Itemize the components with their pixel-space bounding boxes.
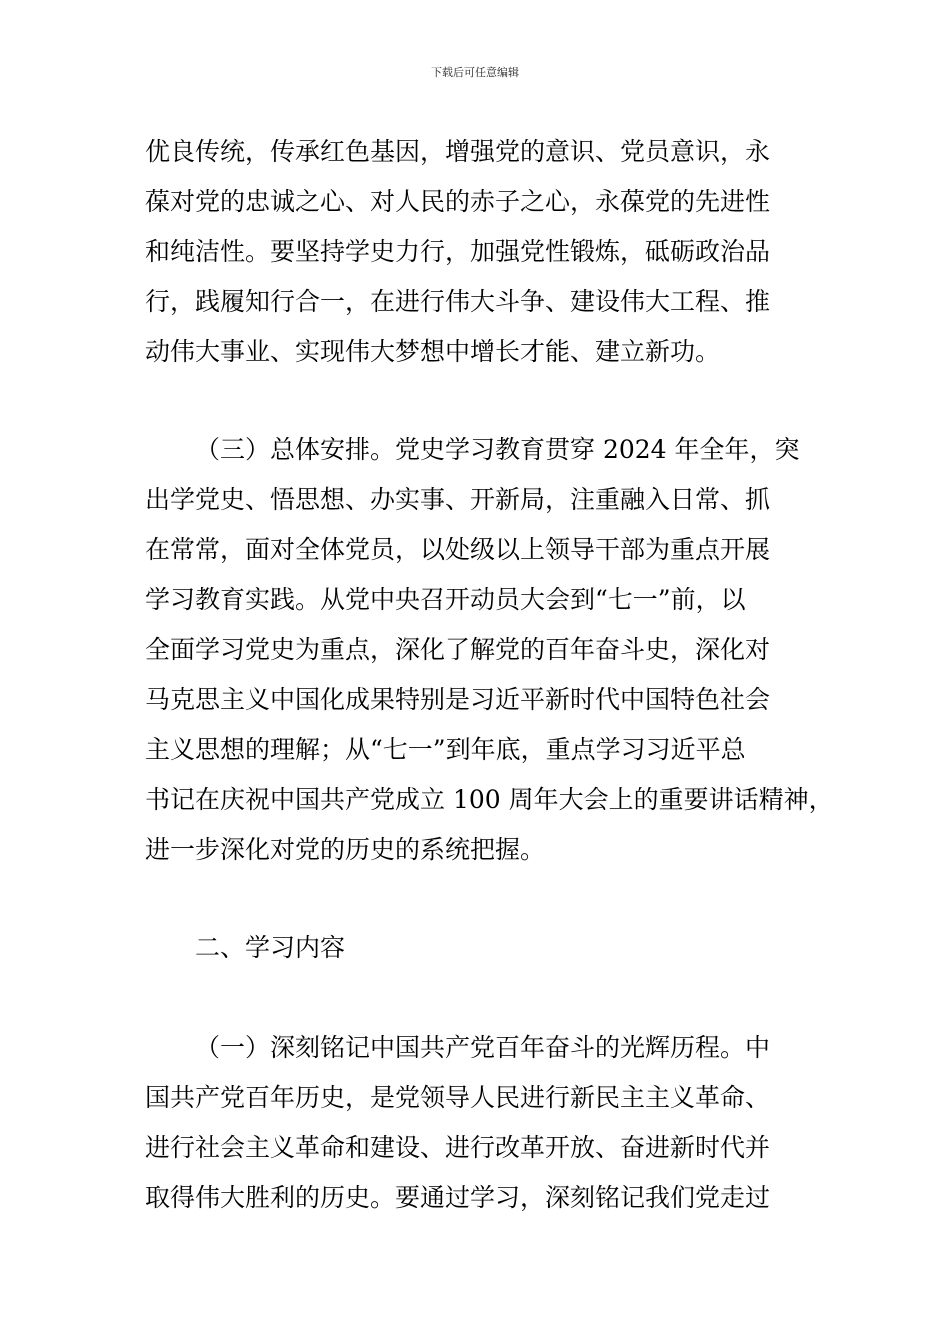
paragraph-2-line-3: 在常常，面对全体党员，以处级以上领导干部为重点开展: [145, 535, 771, 564]
paragraph-1-line-4: 行，践履知行合一，在进行伟大斗争、建设伟大工程、推: [145, 287, 771, 316]
paragraph-4-line-4: 取得伟大胜利的历史。要通过学习，深刻铭记我们党走过: [145, 1183, 771, 1212]
paragraph-4-line-3: 进行社会主义革命和建设、进行改革开放、奋进新时代并: [145, 1133, 771, 1162]
page-header: 下载后可任意编辑: [431, 66, 519, 79]
paragraph-2-line-4: 学习教育实践。从党中央召开动员大会到“七一”前，以: [145, 585, 746, 614]
section-heading: 二、学习内容: [195, 933, 346, 962]
paragraph-1-line-2: 葆对党的忠诚之心、对人民的赤子之心，永葆党的先进性: [145, 187, 771, 216]
paragraph-4-line-1: （一）深刻铭记中国共产党百年奋斗的光辉历程。中: [195, 1033, 771, 1062]
paragraph-1-line-1: 优良传统，传承红色基因，增强党的意识、党员意识，永: [145, 137, 771, 166]
paragraph-1-line-3: 和纯洁性。要坚持学史力行，加强党性锻炼，砥砺政治品: [145, 237, 771, 266]
paragraph-2-line-9: 进一步深化对党的历史的系统把握。: [145, 835, 546, 864]
paragraph-2-line-7: 主义思想的理解；从“七一”到年底，重点学习习近平总: [145, 735, 746, 764]
paragraph-4-line-2: 国共产党百年历史，是党领导人民进行新民主主义革命、: [145, 1083, 771, 1112]
paragraph-2-line-5: 全面学习党史为重点，深化了解党的百年奋斗史，深化对: [145, 635, 771, 664]
paragraph-2-line-2: 出学党史、悟思想、办实事、开新局，注重融入日常、抓: [145, 485, 771, 514]
paragraph-2-line-1: （三）总体安排。党史学习教育贯穿 2024 年全年，突: [195, 435, 800, 464]
paragraph-2-line-6: 马克思主义中国化成果特别是习近平新时代中国特色社会: [145, 685, 771, 714]
paragraph-1-line-5: 动伟大事业、实现伟大梦想中增长才能、建立新功。: [145, 337, 721, 366]
paragraph-2-line-8: 书记在庆祝中国共产党成立 100 周年大会上的重要讲话精神，: [145, 785, 834, 814]
